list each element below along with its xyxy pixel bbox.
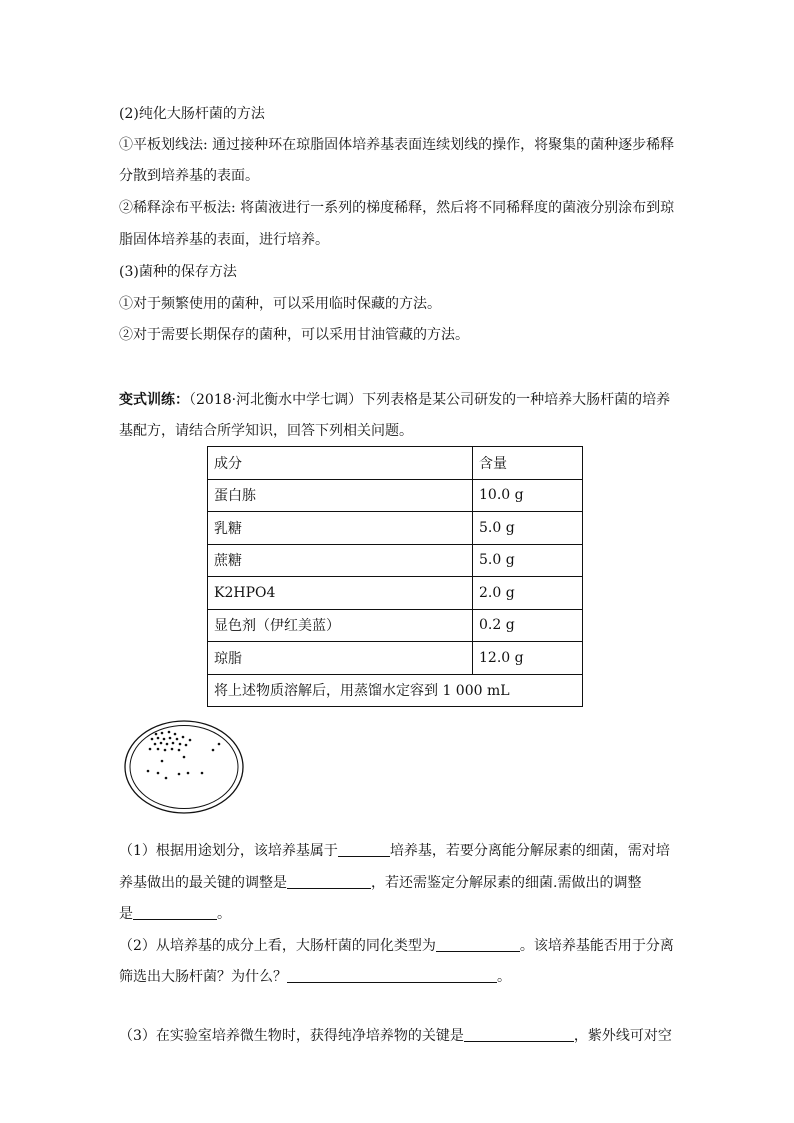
q2-text-d: 。 <box>497 969 511 985</box>
amount-cell: 12.0 g <box>473 642 583 675</box>
table-row <box>208 479 583 512</box>
table-row <box>208 609 583 642</box>
petri-dish-illustration <box>122 717 246 817</box>
exercise-intro-line1 <box>119 390 670 410</box>
q1-answer-blank-1[interactable] <box>338 842 390 857</box>
header-cell-component: 成分 <box>208 447 473 480</box>
q1-text-c: 养基做出的最关键的调整是 <box>119 875 287 891</box>
amount-cell: 5.0 g <box>473 544 583 577</box>
q1-text-a: （1）根据用途划分，该培养基属于 <box>119 843 338 859</box>
bacterial-colonies <box>147 731 221 780</box>
exercise-intro-line2: 基配方，请结合所学知识，回答下列相关问题。 <box>119 423 413 439</box>
component-cell: 琼脂 <box>208 642 473 675</box>
q1-text-f: 。 <box>217 906 231 922</box>
question1-line3 <box>119 904 231 924</box>
q2-text-b: 。该培养基能否用于分离 <box>519 938 674 954</box>
table-row <box>208 544 583 577</box>
component-cell: 显色剂（伊红美蓝） <box>208 609 473 642</box>
dish-outer-rim <box>125 721 243 813</box>
q1-text-b: 培养基，若要分离能分解尿素的细菌，需对培 <box>389 843 670 859</box>
component-cell: 蛋白胨 <box>208 479 473 512</box>
amount-cell: 0.2 g <box>473 609 583 642</box>
storage-item1: ①对于频繁使用的菌种，可以采用临时保藏的方法。 <box>119 296 441 312</box>
streak-method-line2: 分散到培养基的表面。 <box>119 168 259 184</box>
table-row <box>208 512 583 545</box>
table-footer-cell: 将上述物质溶解后，用蒸馏水定容到 1 000 mL <box>208 674 583 707</box>
question1-line2 <box>119 873 641 893</box>
amount-cell: 2.0 g <box>473 577 583 610</box>
table-header-row <box>208 447 583 480</box>
table-row <box>208 577 583 610</box>
q1-answer-blank-2[interactable] <box>287 874 371 889</box>
component-cell: K2HPO4 <box>208 577 473 610</box>
q1-text-e: 是 <box>119 906 133 922</box>
q1-text-d: ，若还需鉴定分解尿素的细菌.需做出的调整 <box>371 875 642 891</box>
table-footer-row <box>208 674 583 707</box>
q3-text-a: （3）在实验室培养微生物时，获得纯净培养物的关键是 <box>119 1028 464 1044</box>
section2-heading: (2)纯化大肠杆菌的方法 <box>119 106 265 122</box>
q2-text-c: 筛选出大肠杆菌？为什么？ <box>119 969 287 985</box>
section3-heading: (3)菌种的保存方法 <box>119 264 237 280</box>
q1-answer-blank-3[interactable] <box>133 905 217 920</box>
q2-answer-blank-2[interactable] <box>287 968 497 983</box>
header-cell-amount: 含量 <box>473 447 583 480</box>
question3-line1 <box>119 1026 672 1046</box>
q3-text-b: ，紫外线可对空 <box>573 1028 672 1044</box>
medium-recipe-table <box>207 446 583 707</box>
spread-method-line2: 脂固体培养基的表面，进行培养。 <box>119 232 329 248</box>
amount-cell: 5.0 g <box>473 512 583 545</box>
component-cell: 蔗糖 <box>208 544 473 577</box>
question2-line2 <box>119 967 511 987</box>
streak-method-line1: ①平板划线法: 通过接种环在琼脂固体培养基表面连续划线的操作，将聚集的菌种逐步稀释 <box>119 137 675 153</box>
spread-method-line1: ②稀释涂布平板法: 将菌液进行一系列的梯度稀释，然后将不同稀释度的菌液分别涂布到琼 <box>119 200 675 216</box>
exercise-label: 变式训练： <box>119 392 189 408</box>
question1-line1 <box>119 841 670 861</box>
table-row <box>208 642 583 675</box>
q2-answer-blank-1[interactable] <box>436 937 520 952</box>
component-cell: 乳糖 <box>208 512 473 545</box>
q2-text-a: （2）从培养基的成分上看，大肠杆菌的同化类型为 <box>119 938 436 954</box>
dish-inner-rim <box>130 726 238 809</box>
exercise-intro-text: （2018·河北衡水中学七调）下列表格是某公司研发的一种培养大肠杆菌的培养 <box>189 392 671 408</box>
q3-answer-blank-1[interactable] <box>464 1027 574 1042</box>
question2-line1 <box>119 936 674 956</box>
storage-item2: ②对于需要长期保存的菌种，可以采用甘油管藏的方法。 <box>119 327 469 343</box>
amount-cell: 10.0 g <box>473 479 583 512</box>
